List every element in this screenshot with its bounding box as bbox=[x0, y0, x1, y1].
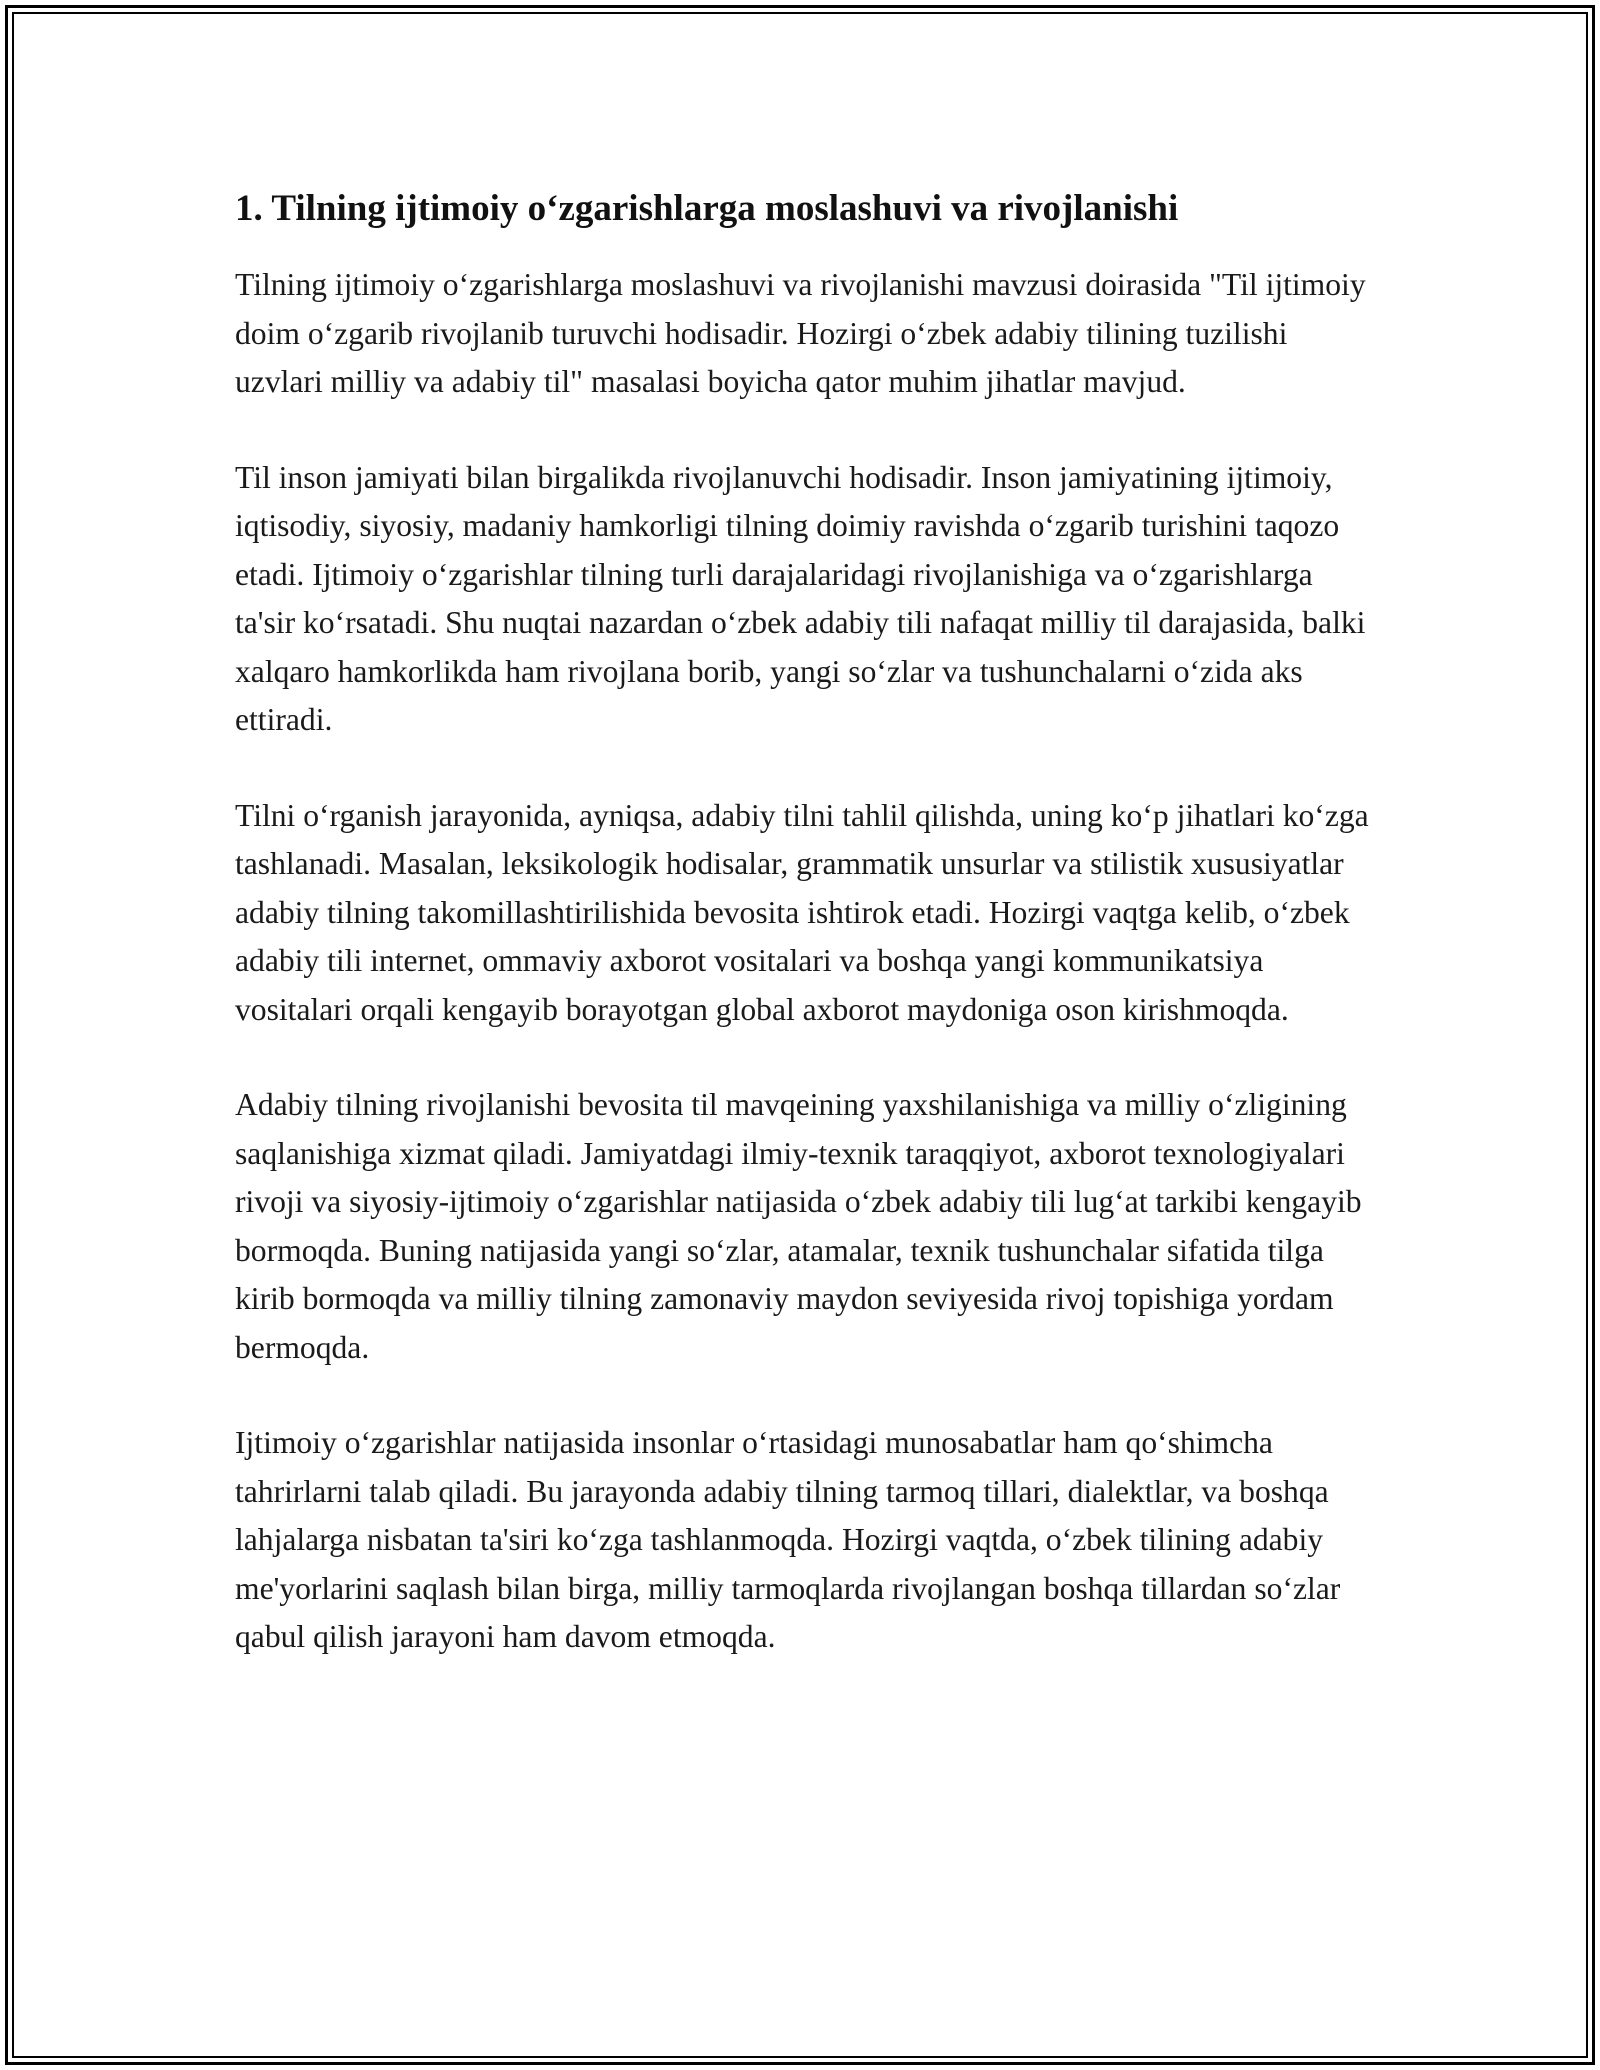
paragraph-1: Tilning ijtimoiy o‘zgarishlarga moslashuvi va rivojlanishi mavzusi doirasida "Til ijtimoiy doim o‘zgarib rivojlanib turuvchi hodisadir. Hozirgi o‘zbek adabiy tilining tuzilishi uzvlari milliy va adabiy til" masalasi boyicha qator muhim jihatlar mavjud. bbox=[235, 267, 1366, 400]
paragraph-3: Tilni o‘rganish jarayonida, ayniqsa, adabiy tilni tahlil qilishda, uning ko‘p jihatlari ko‘zga tashlanadi. Masalan, leksikologik hodisalar, grammatik unsurlar va stilistik xususiyatlar adabiy tilning takomillashtirilishida bevosita ishtirok etadi. Hozirgi vaqtga kelib, o‘zbek adabiy tili internet, ommaviy axborot vositalari va boshqa yangi kommunikatsiya vositalari orqali kengayib borayotgan global axborot maydoniga oson kirishmoqda. bbox=[235, 797, 1369, 1027]
paragraph-5: Ijtimoiy o‘zgarishlar natijasida insonlar o‘rtasidagi munosabatlar ham qo‘shimcha tahrirlarni talab qiladi. Bu jarayonda adabiy tilning tarmoq tillari, dialektlar, va boshqa lahjalarga nisbatan ta'siri ko‘zga tashlanmoqda. Hozirgi vaqtda, o‘zbek tilining adabiy me'yorlarini saqlash bilan birga, milliy tarmoqlarda rivojlangan boshqa tillardan so‘zlar qabul qilish jarayoni ham davom etmoqda. bbox=[235, 1425, 1341, 1655]
document-body bbox=[235, 185, 1375, 1709]
paragraph-2: Til inson jamiyati bilan birgalikda rivojlanuvchi hodisadir. Inson jamiyatining ijtimoiy, iqtisodiy, siyosiy, madaniy hamkorligi tilning doimiy ravishda o‘zgarib turishini taqozo etadi. Ijtimoiy o‘zgarishlar tilning turli darajalaridagi rivojlanishiga va o‘zgarishlarga ta'sir ko‘rsatadi. Shu nuqtai nazardan o‘zbek adabiy tili nafaqat milliy til darajasida, balki xalqaro hamkorlikda ham rivojlana borib, yangi so‘zlar va tushunchalarni o‘zida aks ettiradi. bbox=[235, 459, 1366, 738]
paragraph-4: Adabiy tilning rivojlanishi bevosita til mavqeining yaxshilanishiga va milliy o‘zligining saqlanishiga xizmat qiladi. Jamiyatdagi ilmiy-texnik taraqqiyot, axborot texnologiyalari rivoji va siyosiy-ijtimoiy o‘zgarishlar natijasida o‘zbek adabiy tili lug‘at tarkibi kengayib bormoqda. Buning natijasida yangi so‘zlar, atamalar, texnik tushunchalar sifatida tilga kirib bormoqda va milliy tilning zamonaviy maydon seviyesida rivoj topishiga yordam bermoqda. bbox=[235, 1087, 1362, 1365]
section-heading: 1. Tilning ijtimoiy o‘zgarishlarga moslashuvi va rivojlanishi bbox=[235, 188, 1179, 229]
